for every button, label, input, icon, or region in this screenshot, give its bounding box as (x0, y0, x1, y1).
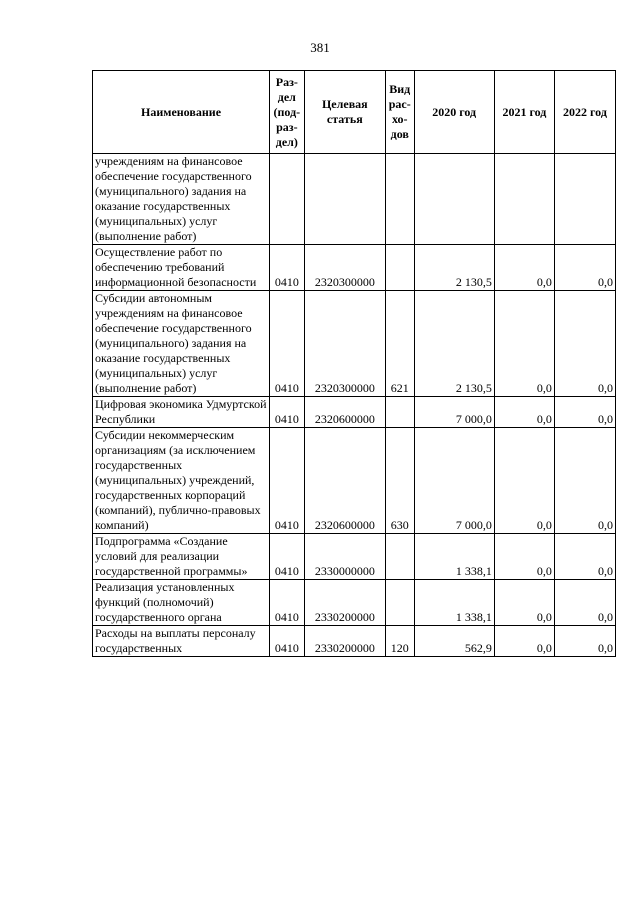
row-name: Расходы на выплаты персоналу государственных (93, 626, 270, 657)
row-expense-type: 630 (386, 428, 414, 534)
row-2022: 0,0 (554, 428, 615, 534)
row-expense-type (386, 534, 414, 580)
table-row (93, 291, 616, 397)
row-section: 0410 (270, 428, 305, 534)
header-2021: 2021 год (494, 71, 554, 154)
row-expense-type: 621 (386, 291, 414, 397)
row-expense-type (386, 397, 414, 428)
row-article: 2330200000 (304, 626, 385, 657)
row-name: Реализация установленных функций (полномочий) государственного органа (93, 580, 270, 626)
row-article (304, 154, 385, 245)
row-expense-type (386, 154, 414, 245)
row-section (270, 154, 305, 245)
row-2021: 0,0 (494, 428, 554, 534)
row-name: Субсидии некоммерческим организациям (за исключением государственных (муниципальных) учреждений, государственных корпораций (компаний), публично-правовых компаний) (93, 428, 270, 534)
row-2022: 0,0 (554, 245, 615, 291)
header-expense-type-text: Вид рас- хо- дов (388, 82, 411, 141)
row-2021: 0,0 (494, 626, 554, 657)
row-name: учреждениям на финансовое обеспечение государственного (муниципального) задания на оказание государственных (муниципальных) услуг (выполнение работ) (93, 154, 270, 245)
budget-table (92, 70, 616, 657)
table-row (93, 580, 616, 626)
row-expense-type (386, 245, 414, 291)
row-section: 0410 (270, 626, 305, 657)
row-2022: 0,0 (554, 580, 615, 626)
row-2021: 0,0 (494, 245, 554, 291)
header-article (304, 71, 385, 154)
header-expense-type (386, 71, 414, 154)
page-number: 381 (310, 40, 330, 55)
row-name: Подпрограмма «Создание условий для реализации государственной программы» (93, 534, 270, 580)
row-section: 0410 (270, 580, 305, 626)
row-2021: 0,0 (494, 534, 554, 580)
row-section: 0410 (270, 397, 305, 428)
header-2022: 2022 год (554, 71, 615, 154)
header-article-text: Целевая статья (321, 97, 368, 126)
row-2020: 7 000,0 (414, 428, 494, 534)
row-expense-type (386, 580, 414, 626)
row-expense-type: 120 (386, 626, 414, 657)
row-2022 (554, 154, 615, 245)
row-2020 (414, 154, 494, 245)
header-section-text: Раз- дел (под- раз- дел) (273, 74, 301, 149)
table-row (93, 626, 616, 657)
row-2022: 0,0 (554, 626, 615, 657)
table-row (93, 397, 616, 428)
row-2021: 0,0 (494, 580, 554, 626)
row-article: 2320300000 (304, 291, 385, 397)
row-2020: 1 338,1 (414, 534, 494, 580)
row-section: 0410 (270, 291, 305, 397)
table-row (93, 154, 616, 245)
row-article: 2330000000 (304, 534, 385, 580)
row-2021 (494, 154, 554, 245)
table-row (93, 245, 616, 291)
row-name: Субсидии автономным учреждениям на финансовое обеспечение государственного (муниципального) задания на оказание государственных (муниципальных) услуг (выполнение работ) (93, 291, 270, 397)
row-2020: 562,9 (414, 626, 494, 657)
row-2022: 0,0 (554, 534, 615, 580)
row-article: 2320300000 (304, 245, 385, 291)
row-2021: 0,0 (494, 397, 554, 428)
row-name: Осуществление работ по обеспечению требований информационной безопасности (93, 245, 270, 291)
row-article: 2320600000 (304, 397, 385, 428)
row-2020: 2 130,5 (414, 245, 494, 291)
row-2020: 7 000,0 (414, 397, 494, 428)
header-name: Наименование (93, 71, 270, 154)
table-header-row (93, 71, 616, 154)
row-2022: 0,0 (554, 291, 615, 397)
row-name: Цифровая экономика Удмуртской Республики (93, 397, 270, 428)
header-section (270, 71, 305, 154)
row-section: 0410 (270, 534, 305, 580)
table-row (93, 534, 616, 580)
row-2021: 0,0 (494, 291, 554, 397)
header-2020: 2020 год (414, 71, 494, 154)
row-article: 2320600000 (304, 428, 385, 534)
row-2022: 0,0 (554, 397, 615, 428)
row-article: 2330200000 (304, 580, 385, 626)
row-2020: 1 338,1 (414, 580, 494, 626)
table-row (93, 428, 616, 534)
row-2020: 2 130,5 (414, 291, 494, 397)
row-section: 0410 (270, 245, 305, 291)
